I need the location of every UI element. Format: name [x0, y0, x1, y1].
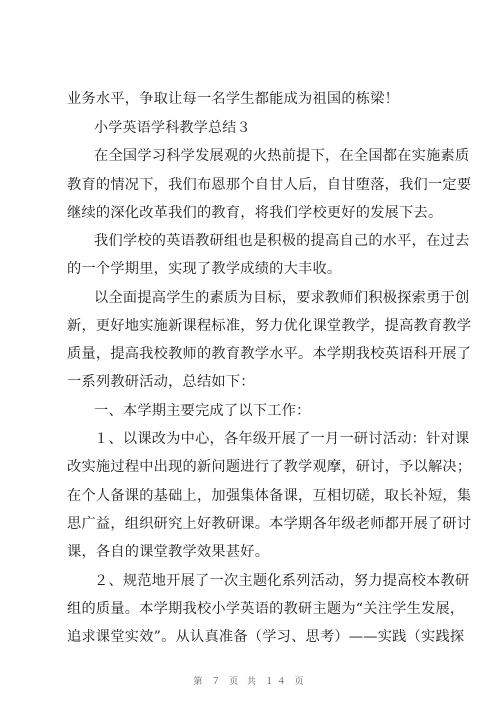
paragraph-line: 我们学校的英语教研组也是积极的提高自己的水平，在过去 — [94, 233, 470, 249]
section-heading: 一、本学期主要完成了以下工作： — [94, 403, 311, 419]
paragraph-line: ２、规范地开展了一次主题化系列活动，努力提高校本教研 — [94, 573, 470, 589]
paragraph-line: 继续的深化改革我们的教育，将我们学校更好的发展下去。 — [67, 205, 443, 221]
paragraph-line: 质量，提高我校教师的教育教学水平。本学期我校英语科开展了 — [67, 346, 472, 362]
paragraph-line: 新，更好地实施新课程标准，努力优化课堂教学，提高教育教学 — [67, 318, 472, 334]
text-line: 业务水平，争取让每一名学生都能成为祖国的栋梁！ — [67, 91, 400, 107]
paragraph-line: 课，各自的课堂教学效果甚好。 — [67, 544, 270, 560]
paragraph-line: 以全面提高学生的素质为目标，要求教师们积极探索勇于创 — [94, 290, 470, 306]
paragraph-line: 在个人备课的基础上，加强集体备课，互相切磋，取长补短，集 — [67, 488, 472, 504]
paragraph-line: 改实施过程中出现的新问题进行了教学观摩，研讨，予以解决； — [67, 459, 472, 475]
paragraph-line: １、以课改为中心，各年级开展了一月一研讨活动：针对课 — [94, 431, 470, 447]
paragraph-line: 的一个学期里，实现了教学成绩的大丰收。 — [67, 261, 342, 277]
paragraph-line: 组的质量。本学期我校小学英语的教研主题为“关注学生发展， — [67, 601, 465, 617]
paragraph-line: 一系列教研活动，总结如下： — [67, 374, 255, 390]
paragraph-line: 在全国学习科学发展观的火热前提下，在全国都在实施素质 — [94, 148, 470, 164]
paragraph-line: 教育的情况下，我们布恩那个自甘人后，自甘堕落，我们一定要 — [67, 177, 472, 193]
paragraph-line: 追求课堂实效”。从认真准备（学习、思考）——实践（实践探 — [67, 629, 465, 645]
paragraph-line: 思广益，组织研究上好教研课。本学期各年级老师都开展了研讨 — [67, 516, 472, 532]
section-title: 小学英语学科教学总结３ — [94, 120, 251, 136]
page-number-footer: 第 ７ 页 共 １４ 页 — [193, 677, 307, 687]
